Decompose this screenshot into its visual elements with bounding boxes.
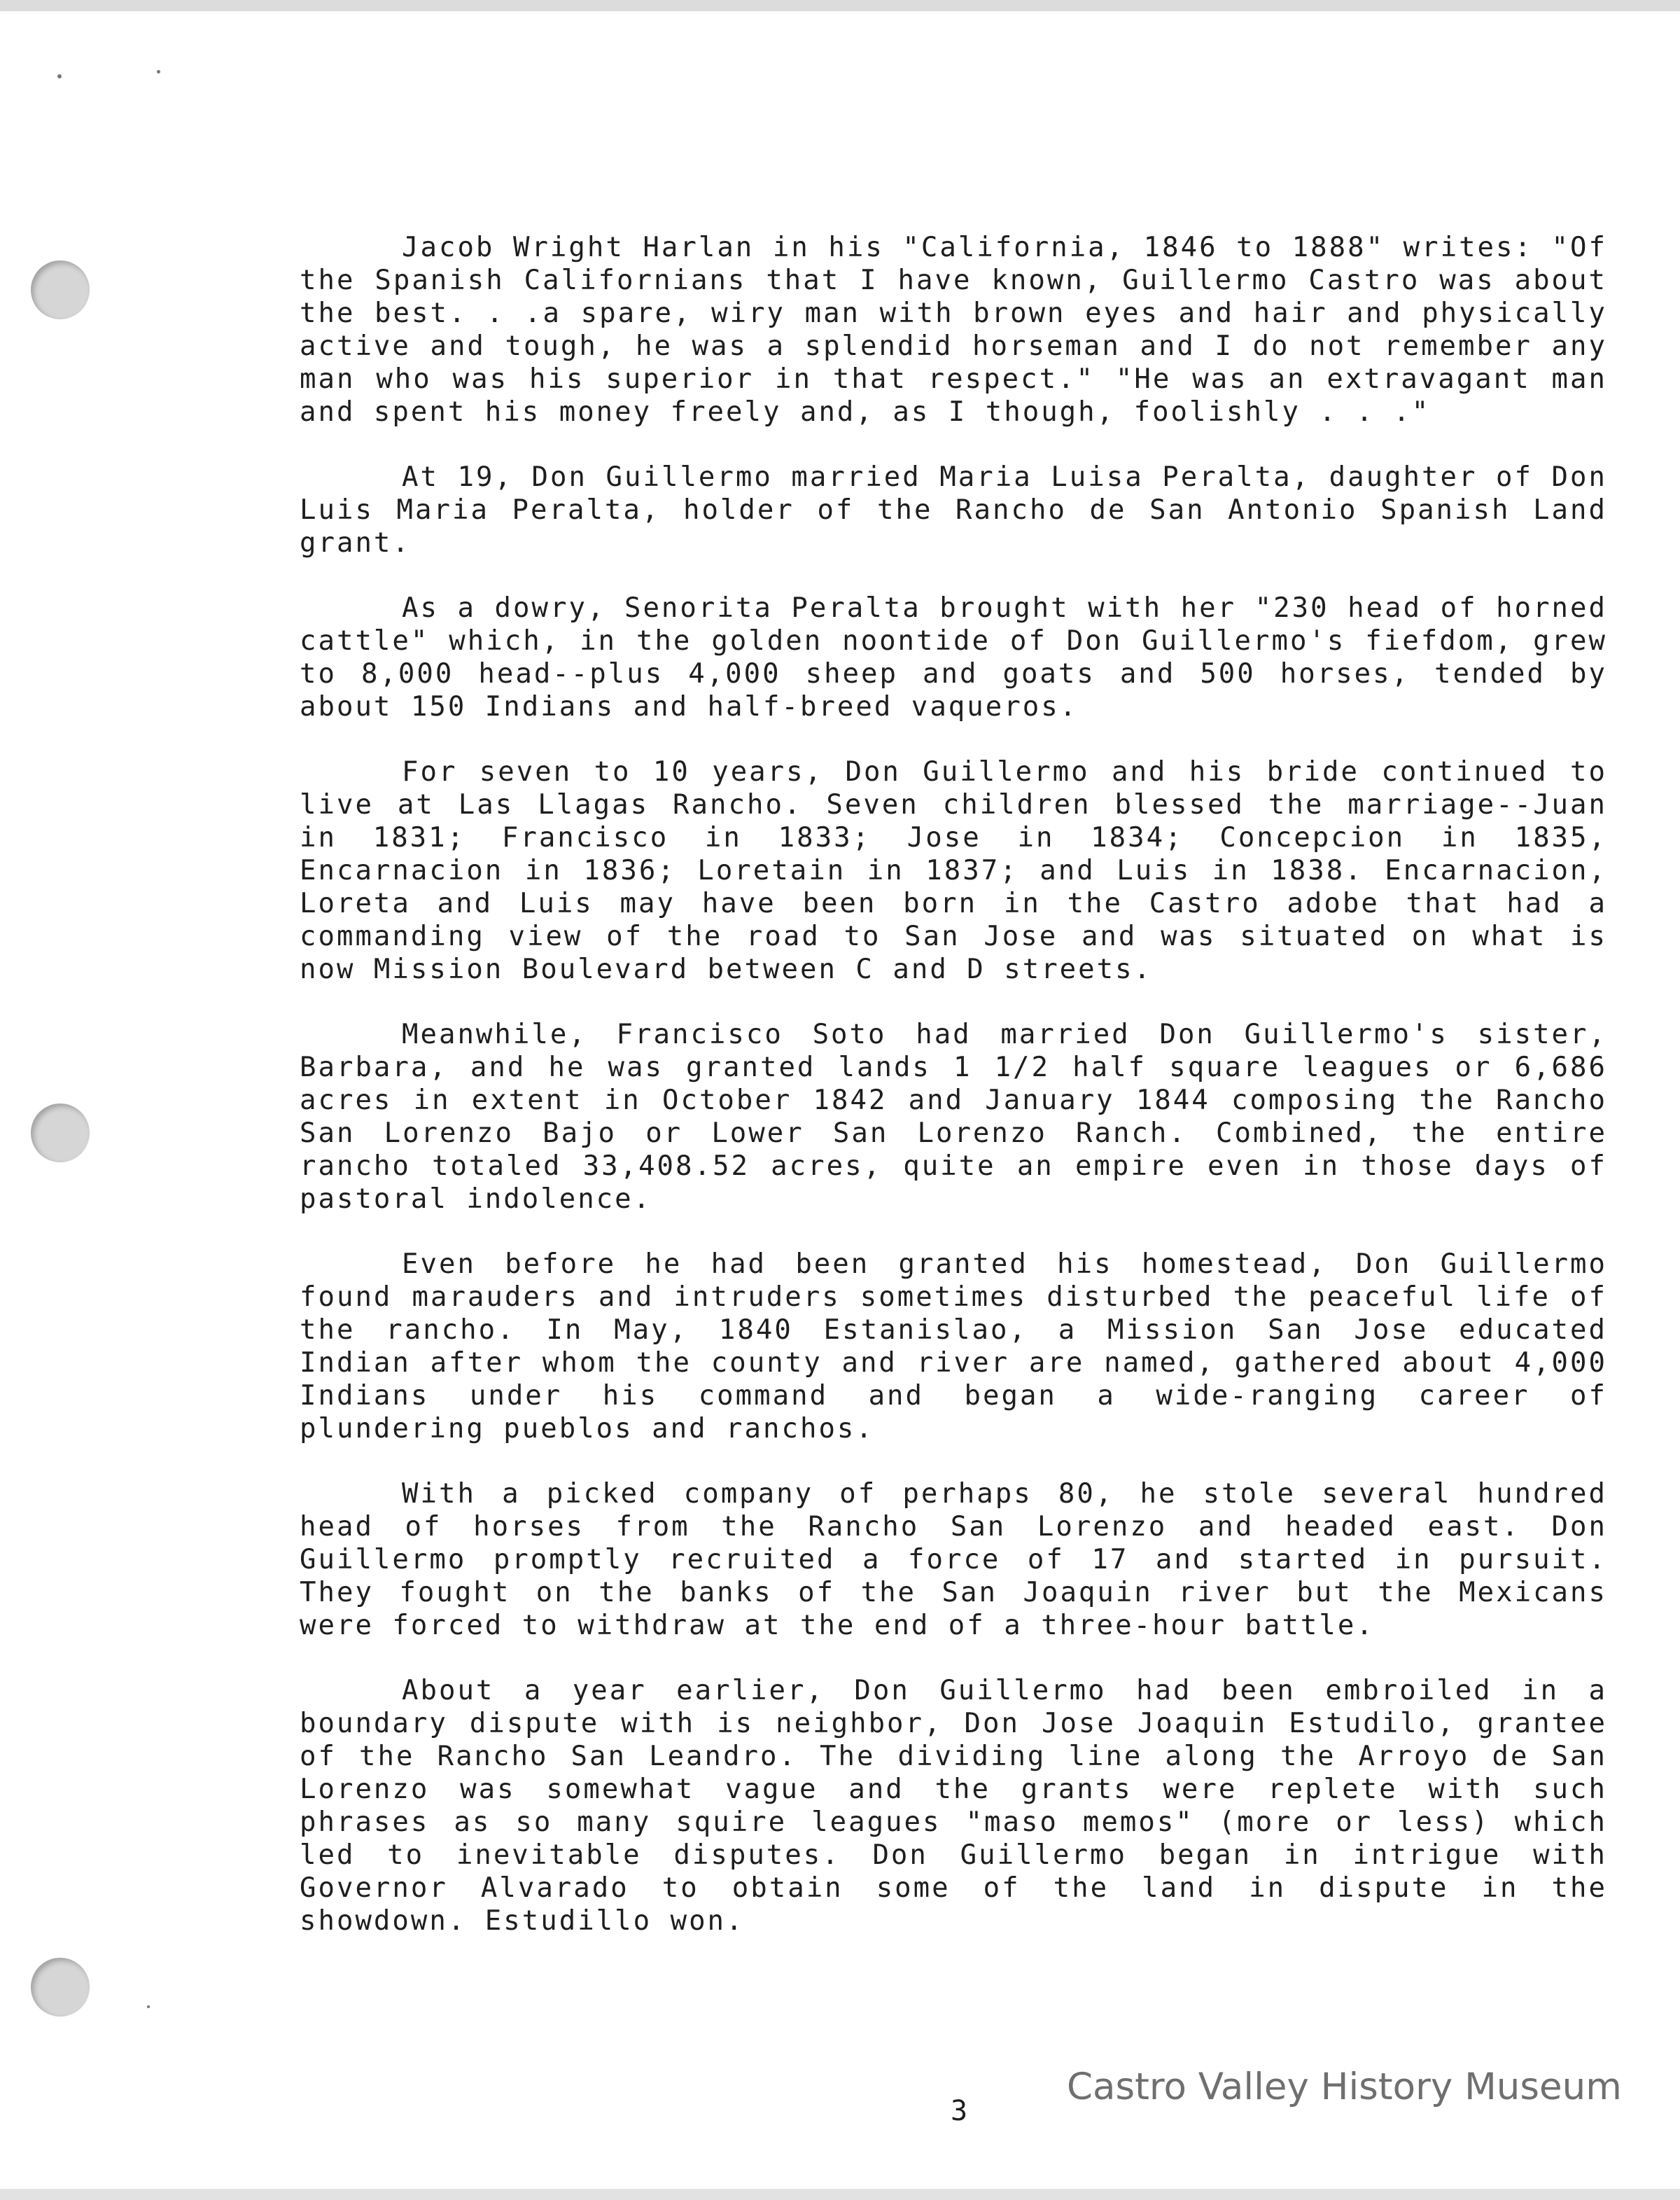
scan-bottom-edge (0, 2189, 1680, 2200)
paragraph-pursuit: With a picked company of perhaps 80, he stole several hundred head of horses from the Rancho San Lorenzo and headed east. Don Guillermo promptly recruited a force of 17 and started in pursuit. They fought on the banks of the San Joaquin river but the Mexicans were forced to withdraw at the end of a three-hour battle. (300, 1478, 1607, 1641)
paragraph-estanislao: Even before he had been granted his homestead, Don Guillermo found marauders and intruders sometimes disturbed the peaceful life of the rancho. In May, 1840 Estanislao, a Mission San Jose educated Indian after whom the county and river are named, gathered about 4,000 Indians under his command and began a wide-ranging career of plundering pueblos and ranchos. (300, 1248, 1607, 1444)
paragraph-soto-grant: Meanwhile, Francisco Soto had married Don Guillermo's sister, Barbara, and he was granted lands 1 1/2 half square leagues or 6,686 acres in extent in October 1842 and January 1844 composing the Rancho San Lorenzo Bajo or Lower San Lorenzo Ranch. Combined, the entire rancho totaled 33,408.52 acres, quite an empire even in those days of pastoral indolence. (300, 1019, 1607, 1215)
scan-speck (147, 2005, 150, 2008)
punch-hole-top (31, 260, 90, 319)
punch-hole-middle (31, 1104, 90, 1162)
paragraph-children: For seven to 10 years, Don Guillermo and his bride continued to live at Las Llagas Rancho. Seven children blessed the marriage--Juan in 1831; Francisco in 1833; Jose in 1834; Concepcion in 1835, Encarnacion in 1836; Loretain in 1837; and Luis in 1838. Encarnacion, Loreta and Luis may have been born in the Castro adobe that had a commanding view of the road to San Jose and was situated on what is now Mission Boulevard between C and D streets. (300, 756, 1607, 985)
museum-watermark: Castro Valley History Museum (1067, 2066, 1622, 2108)
paragraph-marriage: At 19, Don Guillermo married Maria Luisa Peralta, daughter of Don Luis Maria Peralta, holder of the Rancho de San Antonio Spanish Land grant. (300, 461, 1607, 559)
scan-speck (57, 74, 62, 78)
paragraph-boundary-dispute: About a year earlier, Don Guillermo had been embroiled in a boundary dispute with is neighbor, Don Jose Joaquin Estudilo, grantee of the Rancho San Leandro. The dividing line along the Arroyo de San Lorenzo was somewhat vague and the grants were replete with such phrases as so many squire leagues "maso memos" (more or less) which led to inevitable disputes. Don Guillermo began in intrigue with Governor Alvarado to obtain some of the land in dispute in the showdown. Estudillo won. (300, 1675, 1607, 1937)
paragraph-harlan-quote: Jacob Wright Harlan in his "California, 1846 to 1888" writes: "Of the Spanish Californians that I have known, Guillermo Castro was about the best. . .a spare, wiry man with brown eyes and hair and physically active and tough, he was a splendid horseman and I do not remember any man who was his superior in that respect." "He was an extravagant man and spent his money freely and, as I though, foolishly . . ." (300, 232, 1607, 428)
page-number: 3 (951, 2095, 968, 2127)
document-body (300, 231, 1607, 1970)
scan-top-edge (0, 0, 1680, 11)
paragraph-dowry: As a dowry, Senorita Peralta brought with her "230 head of horned cattle" which, in the golden noontide of Don Guillermo's fiefdom, grew to 8,000 head--plus 4,000 sheep and goats and 500 horses, tended by about 150 Indians and half-breed vaqueros. (300, 592, 1607, 723)
scan-speck (157, 70, 160, 74)
punch-hole-bottom (31, 1958, 90, 2017)
